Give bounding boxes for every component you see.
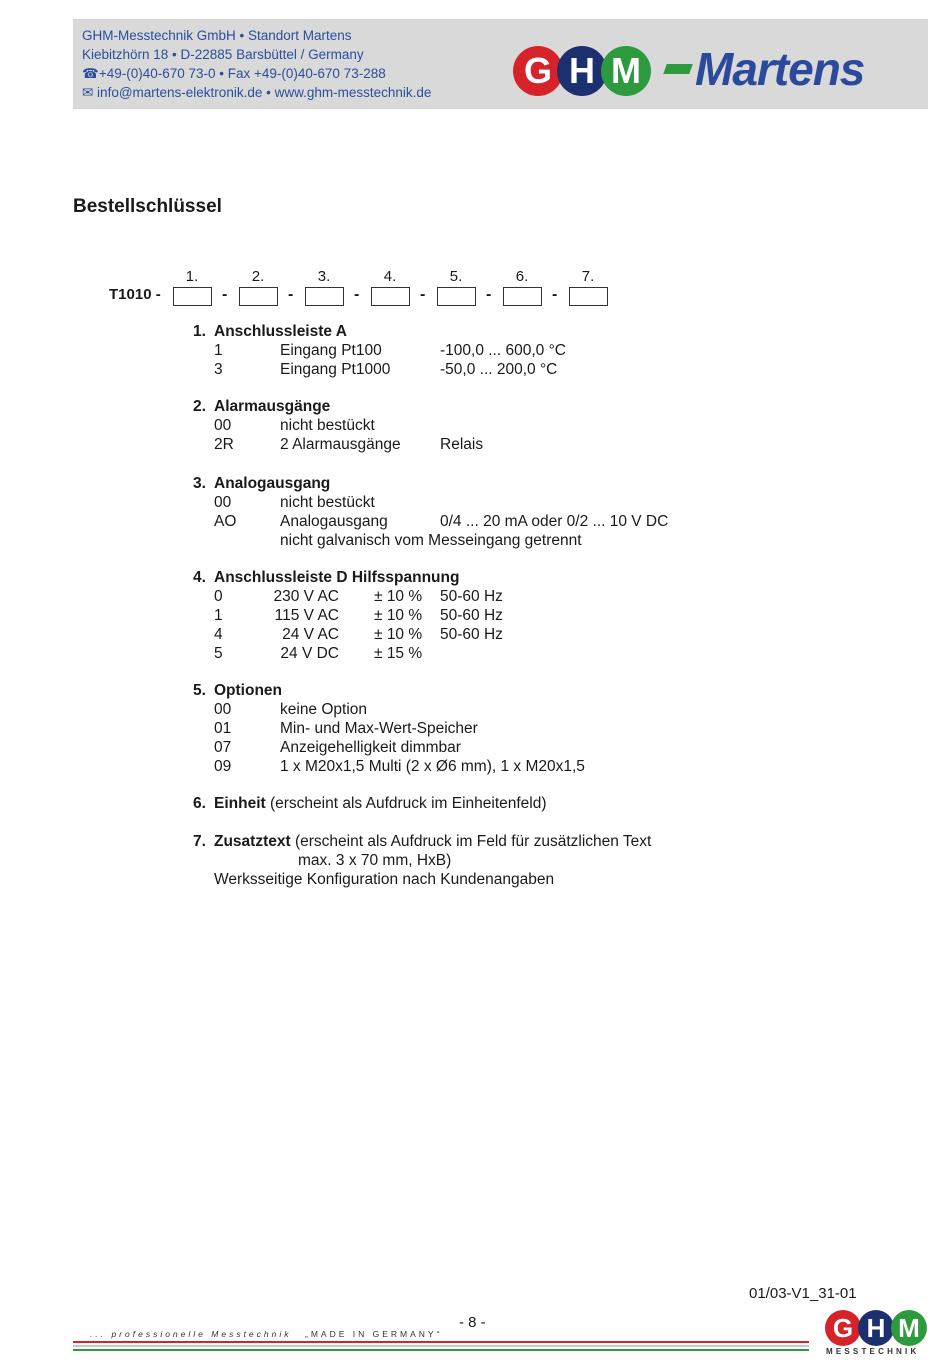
section-title: Alarmausgänge xyxy=(214,398,331,415)
option-frequency: 50-60 Hz xyxy=(440,607,503,624)
position-label: 1. xyxy=(185,268,199,285)
option-range: -50,0 ... 200,0 °C xyxy=(440,361,558,378)
order-box-3 xyxy=(305,287,344,306)
logo-g: G xyxy=(513,46,563,96)
section-number: 2. xyxy=(193,398,206,415)
option-frequency: 50-60 Hz xyxy=(440,588,503,605)
separator: - xyxy=(354,286,360,303)
company-line: GHM-Messtechnik GmbH • Standort Martens xyxy=(82,28,352,43)
separator: - xyxy=(420,286,426,303)
section-title: Anschlussleiste D Hilfsspannung xyxy=(214,569,460,586)
letterhead xyxy=(73,19,928,109)
option-code: 00 xyxy=(214,701,232,718)
section-text: (erscheint als Aufdruck im Einheitenfeld) xyxy=(269,795,547,812)
footer-stripe-grey xyxy=(73,1345,809,1347)
position-label: 4. xyxy=(383,268,397,285)
order-box-7 xyxy=(569,287,608,306)
option-desc: Eingang Pt1000 xyxy=(280,361,391,378)
position-label: 3. xyxy=(317,268,331,285)
option-code: 07 xyxy=(214,739,232,756)
option-code: 2R xyxy=(214,436,234,453)
option-code: 09 xyxy=(214,758,232,775)
order-box-2 xyxy=(239,287,278,306)
footer-stripe-red xyxy=(73,1341,809,1343)
option-desc: 1 x M20x1,5 Multi (2 x Ø6 mm), 1 x M20x1,5 xyxy=(280,758,585,775)
option-tolerance: ± 15 % xyxy=(374,645,423,662)
section-title: Zusatztext xyxy=(214,833,291,850)
logo-dash xyxy=(663,64,693,74)
separator: - xyxy=(222,286,228,303)
logo-h: H xyxy=(858,1310,894,1346)
slogan-right: „MADE IN GERMANY“ xyxy=(305,1329,443,1339)
option-range: -100,0 ... 600,0 °C xyxy=(440,342,566,359)
option-desc: Min- und Max-Wert-Speicher xyxy=(280,720,478,737)
section-text: (erscheint als Aufdruck im Feld für zusätzlichen Text xyxy=(294,833,652,850)
option-code: 3 xyxy=(214,361,223,378)
slogan-left: ... professionelle Messtechnik xyxy=(90,1329,292,1339)
section-number: 7. xyxy=(193,833,206,850)
ghm-martens-logo xyxy=(513,43,923,98)
section-text-cont: max. 3 x 70 mm, HxB) xyxy=(298,852,452,869)
page-number: - 8 - xyxy=(459,1314,486,1331)
order-box-5 xyxy=(437,287,476,306)
logo-subtitle: MESSTECHNIK xyxy=(826,1347,920,1356)
logo-g: G xyxy=(825,1310,861,1346)
option-desc: 2 Alarmausgänge xyxy=(280,436,401,453)
option-code: 00 xyxy=(214,417,232,434)
separator: - xyxy=(288,286,294,303)
section-number: 6. xyxy=(193,795,206,812)
order-box-6 xyxy=(503,287,542,306)
section-title: Einheit xyxy=(214,795,266,812)
order-box-4 xyxy=(371,287,410,306)
option-tolerance: ± 10 % xyxy=(374,626,423,643)
separator: - xyxy=(552,286,558,303)
logo-m: M xyxy=(891,1310,927,1346)
logo-martens-wordmark: Martens xyxy=(695,43,865,95)
option-code: 00 xyxy=(214,494,232,511)
section-title: Analogausgang xyxy=(214,475,331,492)
section-note: Werksseitige Konfiguration nach Kundenangaben xyxy=(214,871,555,888)
order-box-1 xyxy=(173,287,212,306)
option-desc: Anzeigehelligkeit dimmbar xyxy=(280,739,461,756)
model-code: T1010 - xyxy=(109,286,161,303)
option-code: 1 xyxy=(214,342,223,359)
separator: - xyxy=(486,286,492,303)
section-number: 1. xyxy=(193,323,206,340)
section-line xyxy=(214,833,651,851)
option-code: 0 xyxy=(214,588,223,605)
option-code: AO xyxy=(214,513,237,530)
option-voltage: 24 V DC xyxy=(280,645,339,662)
email-line: ✉ info@martens-elektronik.de • www.ghm-messtechnik.de xyxy=(82,85,432,100)
section-number: 3. xyxy=(193,475,206,492)
option-desc: Analogausgang xyxy=(280,513,388,530)
phone-line: ☎+49-(0)40-670 73-0 • Fax +49-(0)40-670 73-288 xyxy=(82,66,386,81)
option-tolerance: ± 10 % xyxy=(374,607,423,624)
position-label: 2. xyxy=(251,268,265,285)
section-number: 4. xyxy=(193,569,206,586)
option-frequency: 50-60 Hz xyxy=(440,626,503,643)
page-title: Bestellschlüssel xyxy=(73,196,222,217)
footer-stripe-green xyxy=(73,1349,809,1351)
option-desc: nicht bestückt xyxy=(280,494,375,511)
option-extra: 0/4 ... 20 mA oder 0/2 ... 10 V DC xyxy=(440,513,669,530)
address-line: Kiebitzhörn 18 • D-22885 Barsbüttel / Germany xyxy=(82,47,364,62)
option-extra: Relais xyxy=(440,436,484,453)
section-line xyxy=(214,795,547,813)
position-label: 7. xyxy=(581,268,595,285)
section-title: Optionen xyxy=(214,682,283,699)
option-code: 4 xyxy=(214,626,223,643)
option-tolerance: ± 10 % xyxy=(374,588,423,605)
section-number: 5. xyxy=(193,682,206,699)
ghm-messtechnik-logo xyxy=(822,1308,930,1358)
option-note: nicht galvanisch vom Messeingang getrennt xyxy=(280,532,582,549)
option-code: 5 xyxy=(214,645,223,662)
logo-m: M xyxy=(601,46,651,96)
document-code: 01/03-V1_31-01 xyxy=(749,1285,857,1302)
option-desc: keine Option xyxy=(280,701,368,718)
option-voltage: 230 V AC xyxy=(273,588,339,605)
option-code: 01 xyxy=(214,720,232,737)
logo-h: H xyxy=(557,46,607,96)
position-label: 6. xyxy=(515,268,529,285)
section-title: Anschlussleiste A xyxy=(214,323,347,340)
option-voltage: 24 V AC xyxy=(282,626,339,643)
option-desc: nicht bestückt xyxy=(280,417,375,434)
option-voltage: 115 V AC xyxy=(274,607,339,624)
option-desc: Eingang Pt100 xyxy=(280,342,382,359)
position-label: 5. xyxy=(449,268,463,285)
option-code: 1 xyxy=(214,607,223,624)
